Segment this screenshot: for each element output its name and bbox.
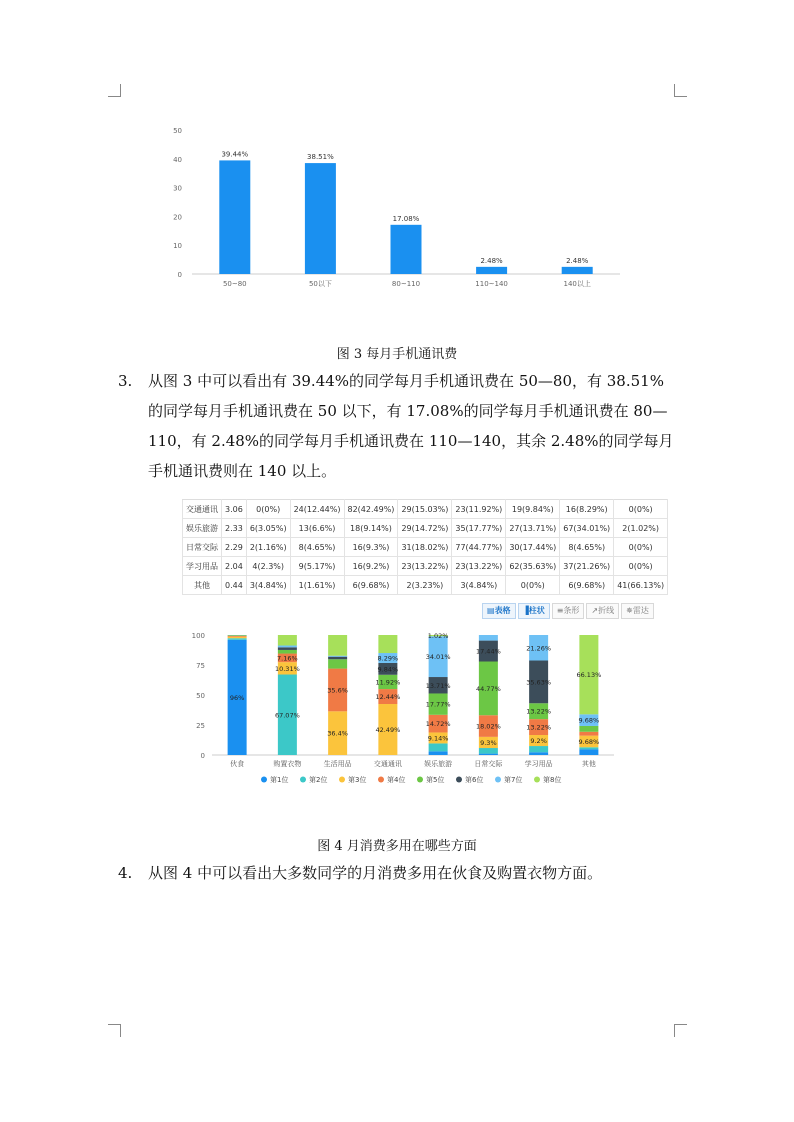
table-cell: 3.06 [222,500,247,519]
fig4-bar-segment [228,637,247,639]
fig4-bar-segment [479,754,498,755]
fig4-bar-segment [328,635,347,656]
fig3-category-label: 50~80 [222,280,247,288]
paragraph-3 [118,366,678,486]
fig4-category-label: 生活用品 [323,760,352,768]
table-cell: 16(9.3%) [344,538,398,557]
table-cell: 2.29 [222,538,247,557]
fig4-data-label: 9.3% [480,738,497,747]
fig3-y-tick-label: 30 [173,184,182,193]
fig4-y-tick-label: 75 [196,662,205,670]
fig4-bar-segment [579,747,598,749]
fig3-bar [391,225,422,274]
fig4-bar-segment [579,749,598,755]
fig4-bar-segment [429,743,448,751]
fig3-data-label: 17.08% [392,214,420,223]
fig3-category-label: 80~110 [391,280,421,288]
table-cell: 67(34.01%) [560,519,614,538]
fig4-data-label: 34.01% [425,653,451,662]
table-row [183,519,668,538]
table-cell: 0(0%) [614,500,668,519]
paragraph-4-text: 从图 4 中可以看出大多数同学的月消费多用在伙食及购置衣物方面。 [148,864,603,882]
fig4-bar-segment [278,635,297,646]
table-cell: 3(4.84%) [246,576,290,595]
fig3-y-tick-label: 10 [173,242,182,251]
fig4-bar-segment [278,646,297,648]
fig4-category-label: 日常交际 [474,760,503,768]
fig4-data-label: 21.26% [526,644,552,653]
fig4-category-label: 交通通讯 [373,760,402,768]
fig3-data-label: 2.48% [480,256,503,265]
fig4-bar-segment [579,726,598,732]
table-row [183,538,668,557]
fig3-data-label: 38.51% [307,153,334,162]
table-cell: 0(0%) [614,557,668,576]
fig4-category-label: 娱乐旅游 [424,760,453,768]
table-cell: 41(66.13%) [614,576,668,595]
fig4-legend-swatch [456,777,462,783]
table-cell: 其他 [183,576,222,595]
fig4-legend-label: 第5位 [426,776,445,784]
table-cell: 2(1.16%) [246,538,290,557]
table-cell: 18(9.14%) [344,519,398,538]
fig4-data-label: 13.22% [526,723,552,732]
fig4-data-label: 17.44% [475,647,501,656]
fig4-bar-segment [278,650,297,654]
table-cell: 13(6.6%) [290,519,344,538]
table-cell: 0(0%) [614,538,668,557]
fig3-y-tick-label: 20 [173,213,182,222]
fig4-bar-segment [228,636,247,637]
table-cell: 2(3.23%) [398,576,452,595]
fig4-legend-swatch [339,777,345,783]
table-cell: 37(21.26%) [560,557,614,576]
fig4-bar-segment [378,635,397,653]
fig4-data-label: 8.29% [377,654,399,663]
page-corner-mark-bottom-left [108,1024,121,1037]
figure3-bar-chart [160,118,630,296]
fig4-bar-segment [328,657,347,660]
fig4-bar-segment [228,638,247,640]
table-cell: 6(9.68%) [560,576,614,595]
fig3-bar [562,267,593,274]
paragraph-4 [118,858,678,888]
table-cell: 8(4.65%) [290,538,344,557]
table-cell: 2(1.02%) [614,519,668,538]
fig4-data-label: 17.77% [425,700,451,709]
table-cell: 29(14.72%) [398,519,452,538]
fig4-bar-segment [328,656,347,657]
figure4-stacked-bar-chart [186,624,616,790]
fig4-bar-segment [529,746,548,752]
fig4-data-label: 14.72% [425,720,451,729]
fig4-bar-segment [579,732,598,736]
tab-bar[interactable] [518,603,550,619]
fig4-legend-swatch [417,777,423,783]
fig4-legend-label: 第8位 [543,776,562,784]
table-cell: 35(17.77%) [452,519,506,538]
tab-radar[interactable] [621,603,654,619]
table-cell: 9(5.17%) [290,557,344,576]
fig4-data-label: 9.14% [427,734,449,743]
table-cell: 2.04 [222,557,247,576]
fig4-legend-swatch [495,777,501,783]
fig4-data-label: 96% [229,693,245,702]
fig4-data-label: 13.22% [526,707,552,716]
fig4-data-label: 36.4% [327,729,348,738]
tab-table[interactable] [482,603,516,619]
tab-label: 条形 [563,606,580,615]
fig3-bar [219,160,250,274]
fig4-legend-label: 第2位 [309,776,328,784]
fig4-bar-segment [479,635,498,641]
fig3-y-tick-label: 50 [173,127,182,135]
fig3-bar [305,163,336,274]
consumption-rank-table [182,499,668,595]
fig4-legend-swatch [534,777,540,783]
tab-label: 雷达 [632,606,649,615]
fig4-data-label: 9.84% [377,665,399,674]
table-cell: 0.44 [222,576,247,595]
page-corner-mark-bottom-right [674,1024,687,1037]
fig4-data-label: 9.68% [578,737,600,746]
fig4-data-label: 66.13% [576,671,602,680]
chart-view-toolbar [482,603,654,619]
fig4-bar-segment [278,647,297,650]
table-cell: 82(42.49%) [344,500,398,519]
fig3-y-tick-label: 40 [173,155,182,164]
radar-icon: ✵ [626,606,633,615]
tab-label: 柱状 [528,606,545,615]
table-cell: 29(15.03%) [398,500,452,519]
fig4-bar-segment [328,659,347,668]
table-cell: 24(12.44%) [290,500,344,519]
page-corner-mark-top-left [108,84,121,97]
fig3-category-label: 50以下 [308,280,332,288]
line-chart-icon: ↗ [591,606,599,615]
table-cell: 6(3.05%) [246,519,290,538]
table-cell: 16(8.29%) [560,500,614,519]
fig4-y-tick-label: 25 [196,722,205,730]
table-cell: 77(44.77%) [452,538,506,557]
fig4-data-label: 18.02% [475,722,501,731]
fig3-bar [476,267,507,274]
horizontal-bar-icon: ≡ [556,606,564,615]
fig4-y-tick-label: 0 [200,752,205,760]
fig4-data-label: 67.07% [274,711,300,720]
table-cell: 4(2.3%) [246,557,290,576]
table-cell: 2.33 [222,519,247,538]
table-cell: 62(35.63%) [506,557,560,576]
page-corner-mark-top-right [674,84,687,97]
bar-chart-icon: ▐ [522,606,529,615]
fig4-data-label: 9.68% [578,716,600,725]
table-cell: 0(0%) [246,500,290,519]
fig4-data-label: 35.63% [526,678,552,687]
fig4-bar-segment [429,751,448,755]
table-cell: 23(13.22%) [398,557,452,576]
table-row [183,557,668,576]
fig4-category-label: 购置衣物 [273,760,302,768]
table-cell: 23(13.22%) [452,557,506,576]
fig4-y-tick-label: 50 [196,692,205,700]
fig3-y-tick-label: 0 [177,271,182,279]
fig3-category-label: 110~140 [475,280,508,288]
fig4-data-label: 7.16% [277,654,298,663]
table-cell: 23(11.92%) [452,500,506,519]
figure4-caption: 图 4 月消费多用在哪些方面 [317,839,477,854]
table-cell: 16(9.2%) [344,557,398,576]
table-cell: 日常交际 [183,538,222,557]
table-icon: ▤ [487,606,495,615]
fig4-data-label: 44.77% [475,684,501,693]
table-cell: 27(13.71%) [506,519,560,538]
fig4-category-label: 伙食 [230,760,245,768]
table-cell: 3(4.84%) [452,576,506,595]
fig4-data-label: 11.92% [375,678,401,687]
table-cell: 8(4.65%) [560,538,614,557]
tab-line[interactable] [586,603,619,619]
tab-label: 表格 [494,606,511,615]
table-cell: 30(17.44%) [506,538,560,557]
fig4-data-label: 42.49% [375,726,401,735]
fig4-legend-label: 第4位 [387,776,406,784]
fig4-legend-swatch [261,777,267,783]
table-cell: 娱乐旅游 [183,519,222,538]
tab-label: 折线 [598,606,615,615]
fig4-legend-label: 第7位 [504,776,523,784]
paragraph-3-number: 3. [118,372,133,390]
fig4-bar-segment [529,752,548,755]
table-cell: 学习用品 [183,557,222,576]
fig4-data-label: 1.02% [427,632,449,641]
tab-horizontal-bar[interactable] [552,603,585,619]
fig4-data-label: 9.2% [530,737,547,746]
table-cell: 31(18.02%) [398,538,452,557]
paragraph-4-number: 4. [118,864,133,882]
fig4-y-tick-label: 100 [191,632,205,640]
table-cell: 1(1.61%) [290,576,344,595]
paragraph-3-text: 从图 3 中可以看出有 39.44%的同学每月手机通讯费在 50—80，有 38.51%的同学每月手机通讯费在 50 以下，有 17.08%的同学每月手机通讯费在 80—110，有 2.48%的同学每月手机通讯费在 110—140，其余 2.48%的同学每月手机通讯费则在 140 以上。 [148,372,674,480]
fig4-bar-segment [479,748,498,754]
figure3-caption: 图 3 每月手机通讯费 [336,347,458,362]
fig4-legend-label: 第3位 [348,776,367,784]
fig4-category-label: 学习用品 [524,760,553,768]
table-cell: 0(0%) [506,576,560,595]
fig4-data-label: 35.6% [327,686,348,695]
fig3-data-label: 39.44% [221,150,249,159]
fig4-legend-swatch [300,777,306,783]
table-cell: 交通通讯 [183,500,222,519]
table-row [183,500,668,519]
table-row [183,576,668,595]
fig4-category-label: 其他 [581,760,596,768]
fig3-category-label: 140以上 [563,280,591,288]
fig4-data-label: 13.71% [425,681,451,690]
fig4-data-label: 10.31% [274,664,300,673]
fig4-legend-swatch [378,777,384,783]
fig4-data-label: 12.44% [375,693,401,702]
fig3-data-label: 2.48% [566,256,589,265]
fig4-legend-label: 第1位 [270,776,289,784]
table-cell: 6(9.68%) [344,576,398,595]
fig4-legend-label: 第6位 [465,776,484,784]
table-cell: 19(9.84%) [506,500,560,519]
